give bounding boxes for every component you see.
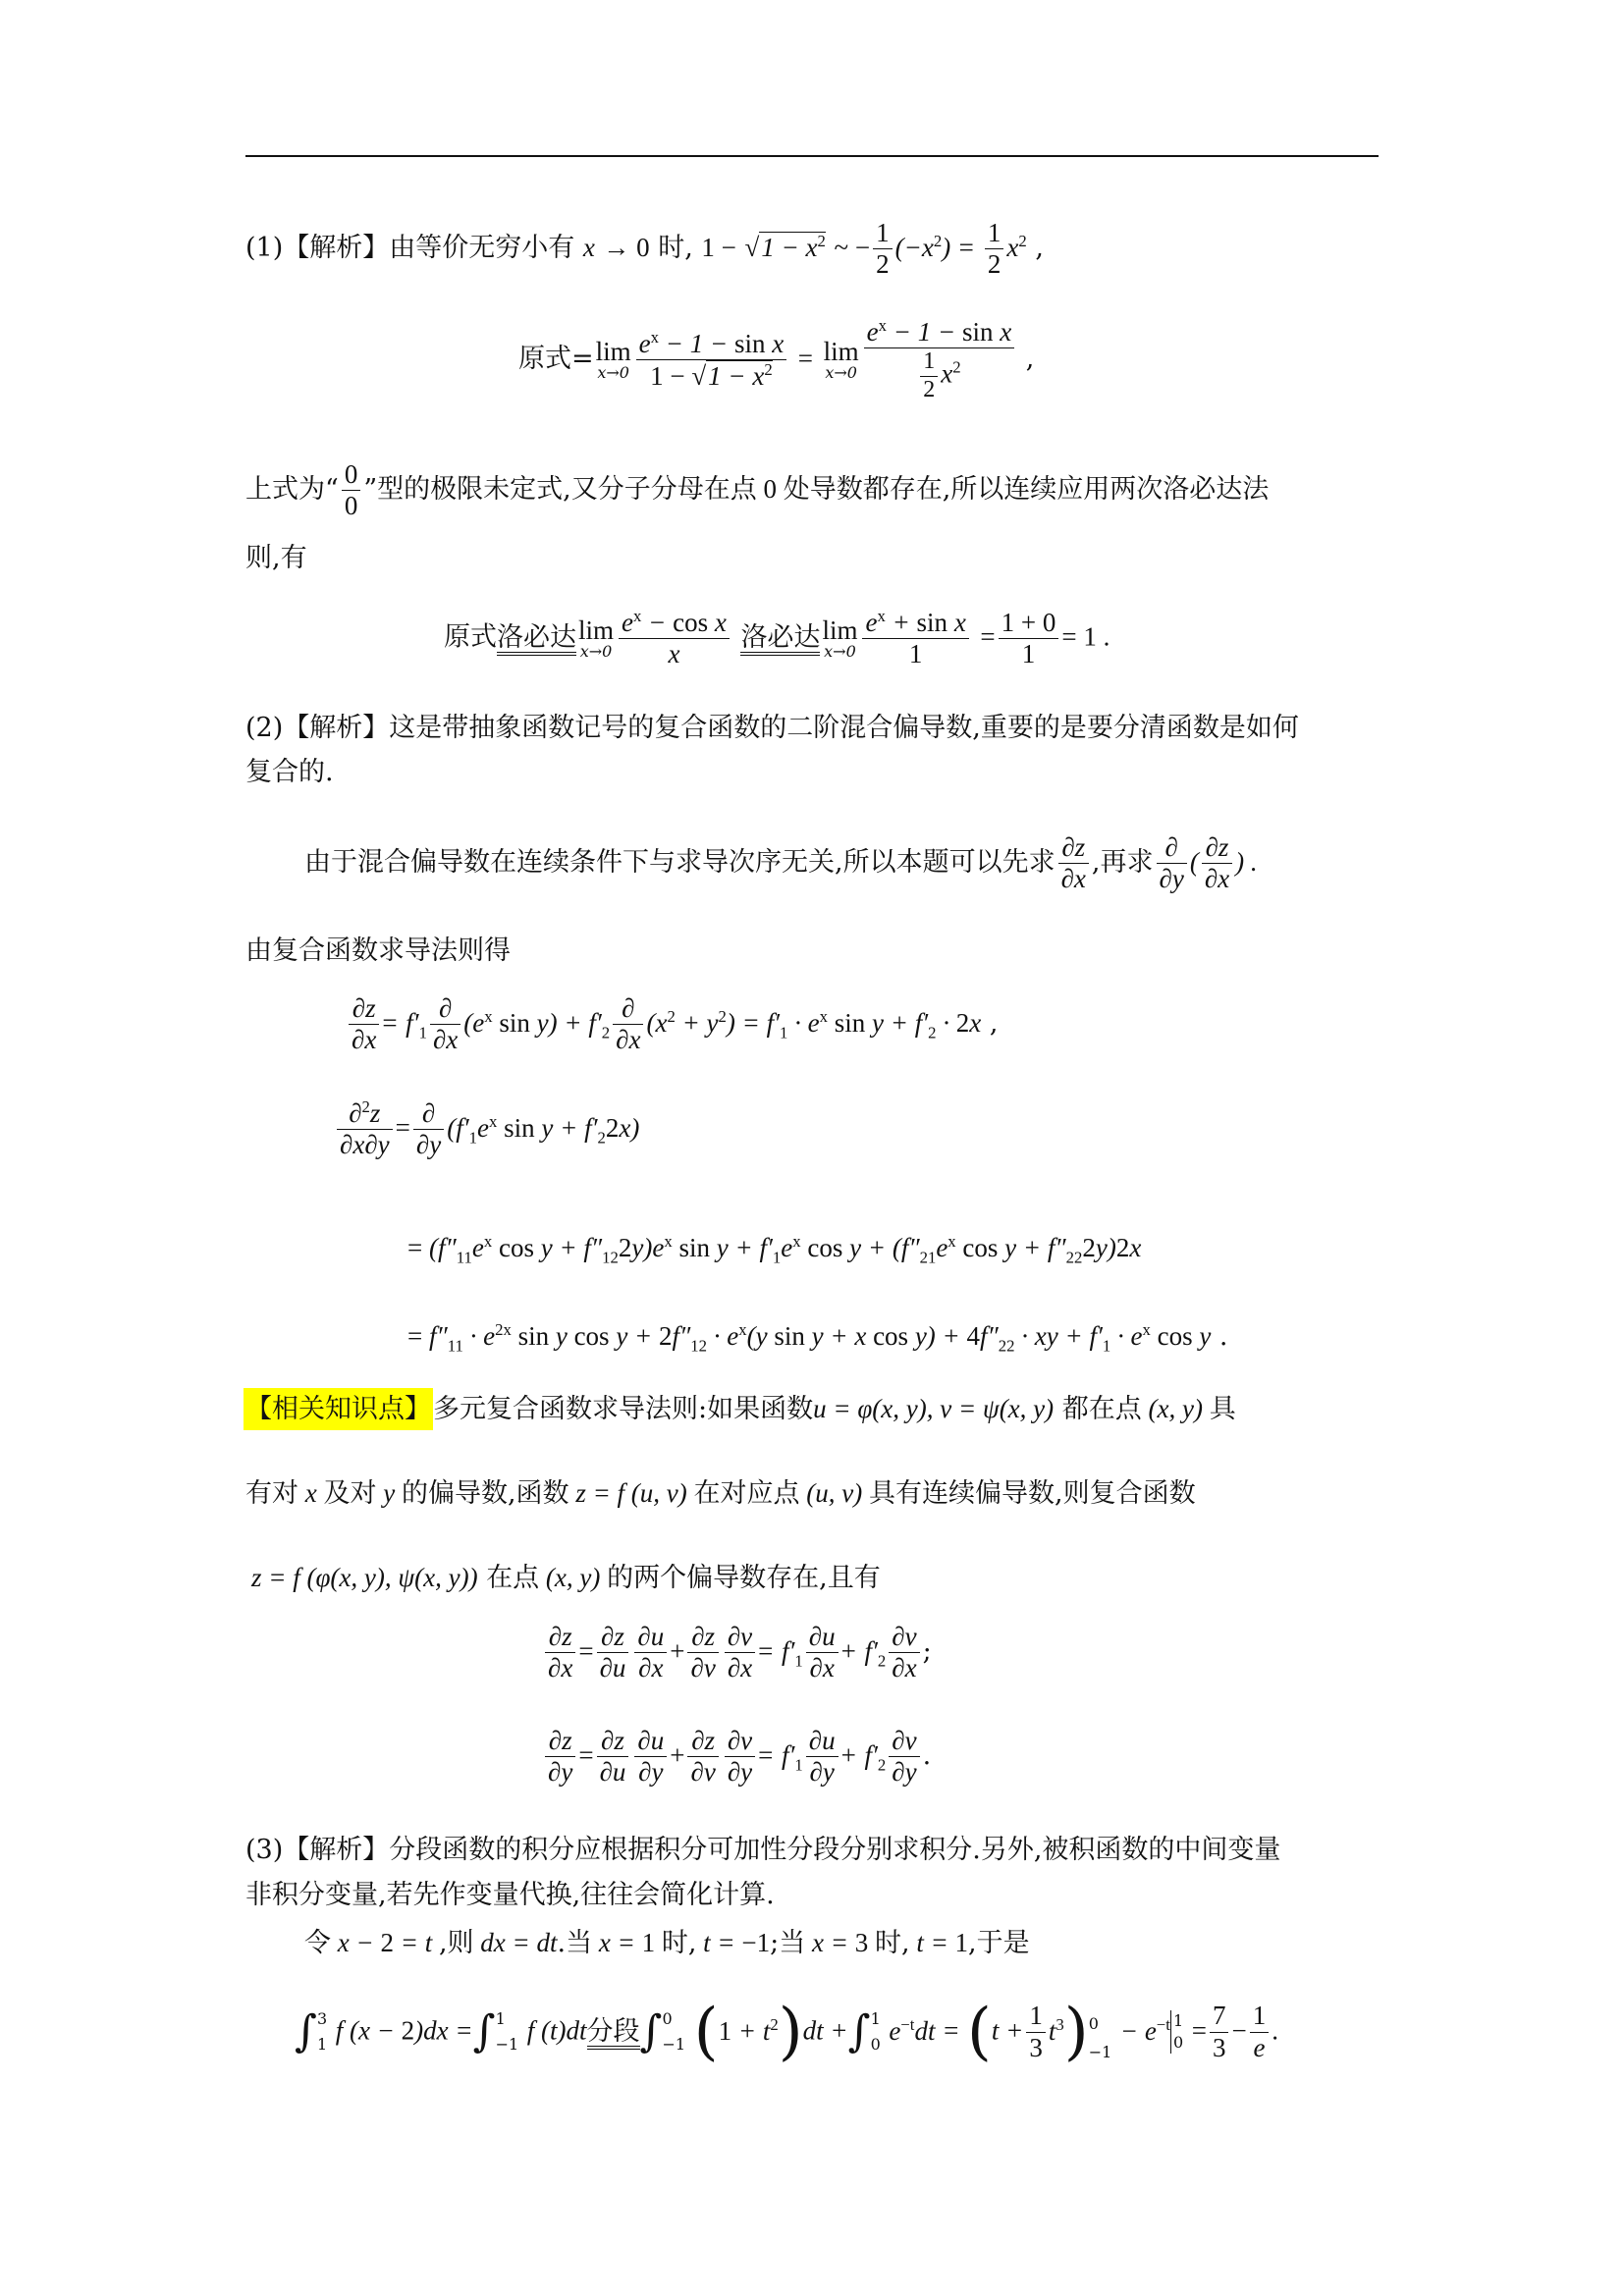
- knowledge-line3: z = f (φ(x, y), ψ(x, y)) 在点 (x, y) 的两个偏导数存在,且有: [251, 1563, 881, 1593]
- s2-para-text: 由于混合偏导数在连续条件下与求导次序无关,所以本题可以先求: [304, 847, 1056, 879]
- knowledge-eq1: $\frac{\partial z}{\partial x}$ = $\frac{\partial z}{\partial u}$ $\frac{\partial u}{\partial x}$ + $\frac{\partial z}{\partial v}$ $\frac{\partial v}{\partial x}$ = $f'_1$ $\frac{\partial u}{\partial x}$ + $f'_2$ $\frac{\partial v}{\partial x}$ ;: [542, 1622, 932, 1683]
- fenduan-label: 分段: [587, 2017, 640, 2051]
- s3-label: (3)【解析】: [245, 1835, 390, 1865]
- s1-eq1: 原式= lim x→0 $\frac{e^x - 1 - \sin x}{1 - √1 - x^2}$ = lim x→0 $e^x - 1 - \sin x$ $\frac{1}{2}$ $x^2$ ,: [518, 316, 1035, 402]
- s3-sub-d: 时,: [661, 1928, 697, 1958]
- s2-eq2: $\frac{\partial^2z}{\partial x\partial y}$ = ∂ ∂y ($f'_1e^x$ $\sin y + f'_22x$): [334, 1097, 639, 1160]
- s3-line2: [245, 1879, 775, 1912]
- s2-rule-text: 由复合函数求导法则得: [245, 935, 511, 966]
- yuanshi-2: 原式: [444, 621, 497, 653]
- s2-rule: [245, 934, 511, 968]
- knowledge-line2: 有对 x 及对 y 的偏导数,函数 z = f (u, v) 在对应点 (u, v) 具有连续偏导数,则复合函数: [245, 1478, 1196, 1509]
- lobida-2: 洛必达: [740, 623, 820, 657]
- s1-rest: 上式为“: [245, 474, 339, 506]
- knowledge-text-c: 具: [1209, 1394, 1236, 1424]
- header-rule: [245, 155, 1379, 157]
- knowledge-tag: 【相关知识点】: [244, 1388, 433, 1430]
- s3-eq: ∫ 3 1 f (x − 2)dx =∫ 1 −1 f (t)dt分段∫ 0 −1 $(1 + t^2)dt$ +∫ 1 0 $e^{-t}dt = (t$ + $\frac{1}{3}$ $t^3$) 0 −1 − $e^{-t}$ 1 0 = $\frac{7}{3}$ − $\frac{1}{e}$ .: [295, 1996, 1278, 2068]
- s1-line2-text: 则,有: [245, 543, 307, 573]
- s1-rest3: 处导数都存在,所以连续应用两次洛必达法: [783, 474, 1270, 506]
- s3-line3: 令 x − 2 = t ,则 dx = dt.当 x = 1 时, t = −1;当 x = 3 时, t = 1,于是: [304, 1928, 1030, 1958]
- s2-line2: [245, 756, 334, 789]
- s2-label: (2)【解析】: [245, 713, 390, 743]
- knowledge-line2d: 在对应点: [693, 1478, 800, 1509]
- s2-para-mid: ,再求: [1091, 847, 1154, 879]
- s2-eq4: = $f''_{11} \cdot e^{2x}$ sin y $\cos y + 2f''_{12} \cdot e^x(y$ sin y + x $\cos y) + 4f''_{22}$ · xy + $f'_1 \cdot e^x$ cos y .: [407, 1320, 1228, 1356]
- s3-sub-c: .当: [557, 1928, 593, 1958]
- knowledge-text-b: 都在点: [1061, 1394, 1142, 1424]
- knowledge-line2b: 及对: [323, 1478, 377, 1509]
- lobida-1: 洛必达: [497, 623, 576, 657]
- s3-text2: 非积分变量,若先作变量代换,往往会简化计算.: [245, 1880, 775, 1910]
- s1-line1: (1)【解析】由等价无穷小有 x → 0 时, $1 - √1 - x^2$ ~ − $\frac{1}{2}$ $(-x^2)$ = $\frac{1}{2}$ $x^2$ ,: [245, 218, 1044, 280]
- s2-eq1: $\frac{\partial z}{\partial x}$ = $f'_1$ ∂ ∂x ($e^x$ $\sin y) + f'_2$ ∂ ∂x $(x^2 + y^2) = f'_1 \cdot e^x$ $\sin y + f'_2 \cdot 2x$ ,: [346, 993, 998, 1055]
- knowledge-line1: 【相关知识点】多元复合函数求导法则:如果函数u = φ(x, y), v = ψ(x, y) 都在点 (x, y) 具: [244, 1392, 1236, 1426]
- s2-text: 这是带抽象函数记号的复合函数的二阶混合偏导数,重要的是要分清函数是如何: [389, 713, 1299, 743]
- s1-intro: 由等价无穷小有: [389, 233, 575, 264]
- s3-text: 分段函数的积分应根据积分可加性分段分别求积分.另外,被积函数的中间变量: [389, 1835, 1281, 1865]
- knowledge-line3-text: 在点: [486, 1563, 540, 1593]
- yuanshi-1: 原式: [518, 344, 571, 375]
- knowledge-line2c: 的偏导数,函数: [401, 1478, 569, 1509]
- s3-sub-b: ,则: [438, 1928, 474, 1958]
- knowledge-line3b: 的两个偏导数存在,且有: [607, 1563, 881, 1593]
- s1-line3: 上式为“ $\frac{0}{0}$ ”型的极限未定式,又分子分母在点 0 处导数都存在,所以连续应用两次洛必达法: [245, 459, 1270, 521]
- s2-eq3: = ($f''_{11}e^x$ $\cos y + f''_{12}2y)e^x$ $\sin y + f'_1e^x$ $\cos y + (f''_{21}e^x$ $\cos y + f''_{22}2y)2x$: [407, 1232, 1142, 1267]
- s3-sub-g: ,于是: [968, 1928, 1030, 1958]
- s1-eq2: 原式洛必达 lim x→0 $\frac{e^x - \cos x}{x}$ 洛必达 lim x→0 $\frac{e^x + \sin x}{1}$ = $\frac{1 + 0}{1}$ = 1 .: [444, 607, 1110, 669]
- s2-line1: [245, 712, 1299, 745]
- s3-sub-f: 时,: [874, 1928, 910, 1958]
- s1-line4: [245, 542, 307, 575]
- s3-sub-e: ;当: [770, 1928, 806, 1958]
- knowledge-eq2: $\frac{\partial z}{\partial y}$ = $\frac{\partial z}{\partial u}$ $\frac{\partial u}{\partial y}$ + $\frac{\partial z}{\partial v}$ $\frac{\partial v}{\partial y}$ = $f'_1$ $\frac{\partial u}{\partial y}$ + $f'_2$ $\frac{\partial v}{\partial y}$ .: [542, 1726, 931, 1788]
- knowledge-line2a: 有对: [245, 1478, 298, 1509]
- s2-para: 由于混合偏导数在连续条件下与求导次序无关,所以本题可以先求 $\frac{\partial z}{\partial x}$ ,再求 ∂ ∂y ( $\frac{\partial z}{\partial x}$ ) .: [304, 832, 1258, 894]
- s1-label: (1)【解析】: [245, 233, 390, 264]
- s2-text2: 复合的.: [245, 757, 334, 787]
- s1-rest2: ”型的极限未定式,又分子分母在点: [363, 474, 757, 506]
- knowledge-line2e: 具有连续偏导数,则复合函数: [868, 1478, 1196, 1509]
- knowledge-text: 多元复合函数求导法则:如果函数: [433, 1394, 814, 1424]
- s3-line1: [245, 1834, 1280, 1867]
- s3-sub-a: 令: [304, 1928, 331, 1958]
